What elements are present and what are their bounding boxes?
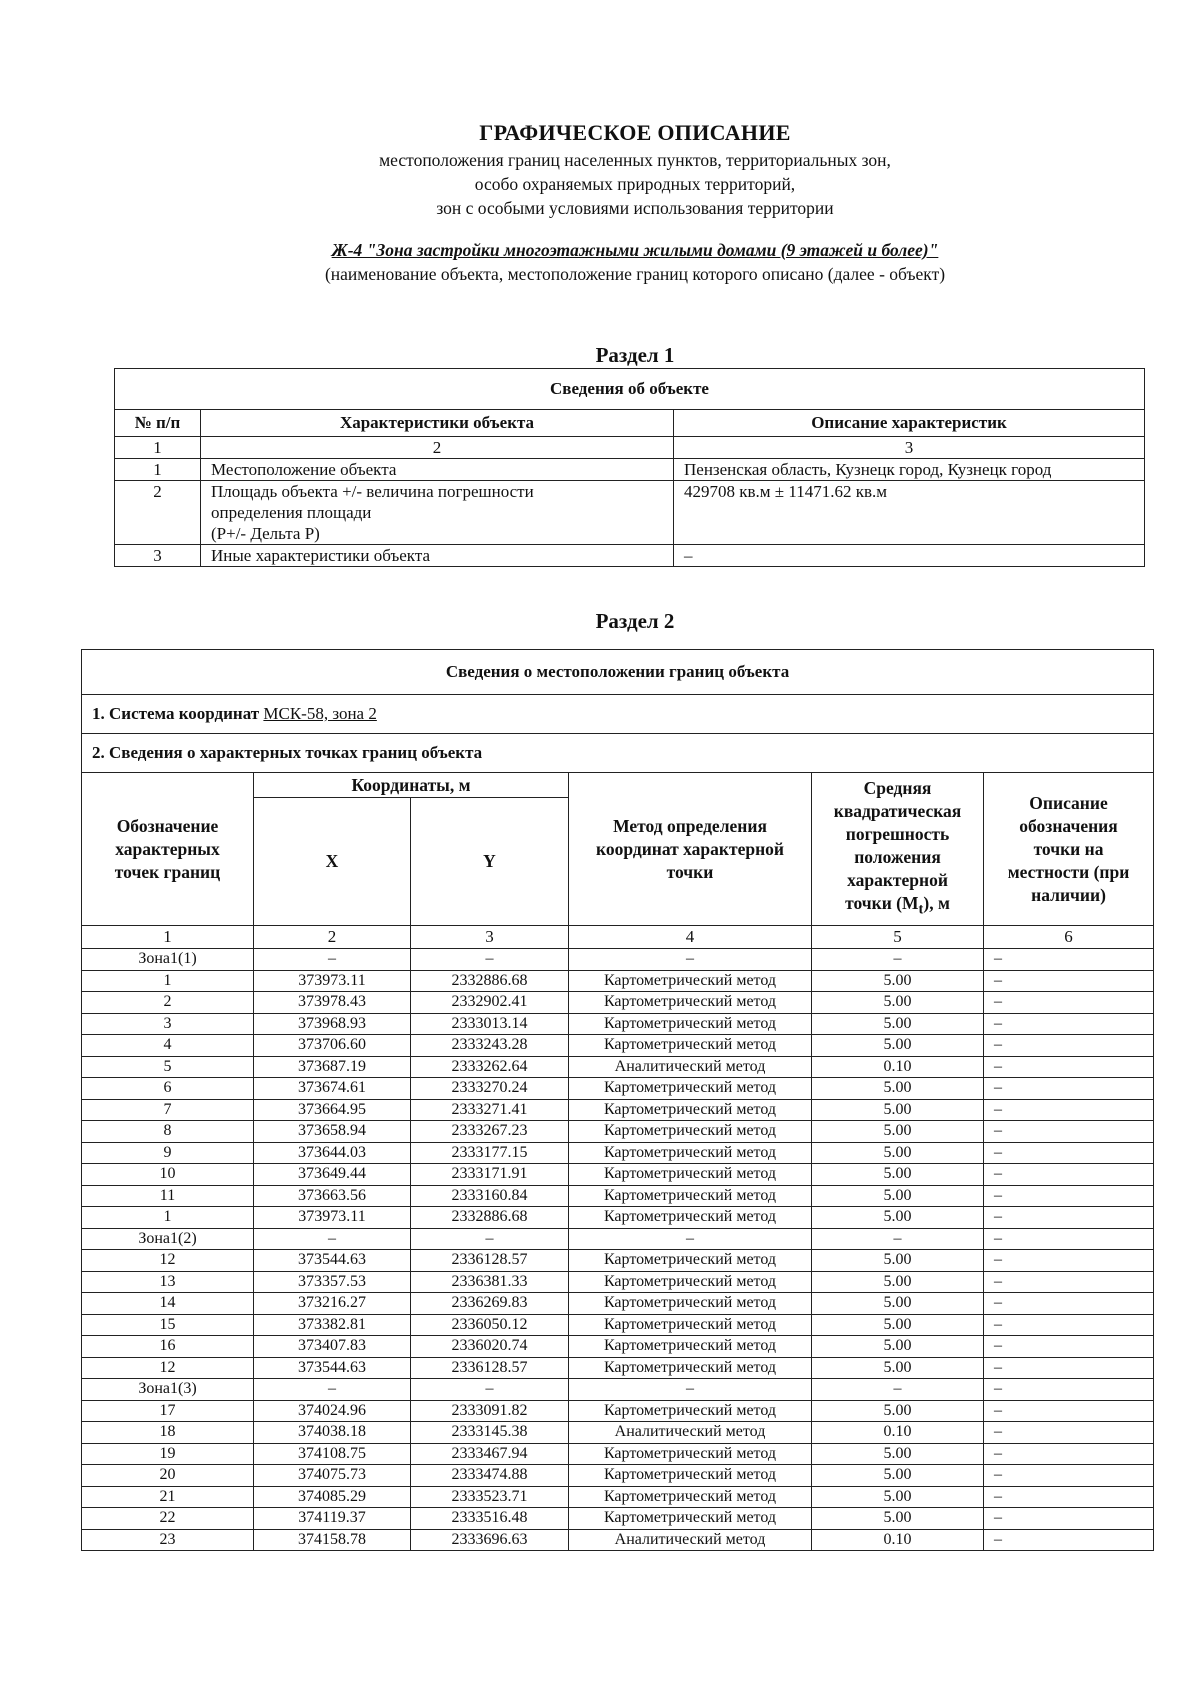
method: Картометрический метод — [569, 1185, 812, 1207]
col-number: 1 — [115, 437, 201, 459]
coord-y: – — [411, 949, 569, 971]
col-number: 2 — [254, 926, 411, 949]
header-line: Средняя — [863, 777, 932, 798]
point-description: – — [984, 1293, 1154, 1315]
method: Картометрический метод — [569, 992, 812, 1014]
coord-x: 373664.95 — [254, 1099, 411, 1121]
method: Картометрический метод — [569, 1314, 812, 1336]
mean-error: 5.00 — [812, 1185, 984, 1207]
header-line: Обозначение — [116, 815, 219, 836]
mean-error: 5.00 — [812, 1099, 984, 1121]
table-row — [82, 1379, 1154, 1401]
coord-y: 2333177.15 — [411, 1142, 569, 1164]
coord-y: 2333523.71 — [411, 1486, 569, 1508]
point-description: – — [984, 1164, 1154, 1186]
point-designation: 7 — [82, 1099, 254, 1121]
coord-x: – — [254, 1228, 411, 1250]
point-description: – — [984, 1078, 1154, 1100]
mean-error: 5.00 — [812, 1508, 984, 1530]
method: – — [569, 1379, 812, 1401]
method: Картометрический метод — [569, 1508, 812, 1530]
table-row — [82, 949, 1154, 971]
coord-y: 2333516.48 — [411, 1508, 569, 1530]
table-row — [82, 1099, 1154, 1121]
point-designation: 11 — [82, 1185, 254, 1207]
coord-x: 373216.27 — [254, 1293, 411, 1315]
table-row — [82, 1228, 1154, 1250]
coord-x: 373544.63 — [254, 1250, 411, 1272]
col-number: 4 — [569, 926, 812, 949]
col-header-y: Y — [411, 798, 569, 926]
coord-y: 2333467.94 — [411, 1443, 569, 1465]
coord-y: 2333171.91 — [411, 1164, 569, 1186]
col-number: 2 — [201, 437, 674, 459]
subtitle-line-2: особо охраняемых природных территорий, — [474, 174, 796, 194]
method: Картометрический метод — [569, 1293, 812, 1315]
coord-y: 2333270.24 — [411, 1078, 569, 1100]
mean-error: 5.00 — [812, 1465, 984, 1487]
point-designation: 6 — [82, 1078, 254, 1100]
point-description: – — [984, 1207, 1154, 1229]
coord-x: 373968.93 — [254, 1013, 411, 1035]
point-designation: 17 — [82, 1400, 254, 1422]
characteristic-value: – — [674, 545, 1145, 567]
point-designation: 22 — [82, 1508, 254, 1530]
header-line: точки — [666, 861, 714, 882]
point-description: – — [984, 1336, 1154, 1358]
mean-error: 0.10 — [812, 1422, 984, 1444]
point-description: – — [984, 1121, 1154, 1143]
table-row — [82, 1529, 1154, 1551]
header-text: точки (M — [845, 892, 919, 913]
method: Картометрический метод — [569, 1078, 812, 1100]
object-name: Ж-4 "Зона застройки многоэтажными жилыми домами (9 этажей и более)" — [331, 240, 939, 260]
point-designation: Зона1(2) — [82, 1228, 254, 1250]
points-label: 2. Сведения о характерных точках границ объекта — [82, 734, 1154, 773]
document-title: ГРАФИЧЕСКОЕ ОПИСАНИЕ — [479, 120, 791, 145]
method: Картометрический метод — [569, 1443, 812, 1465]
table-row — [82, 970, 1154, 992]
mean-error: 5.00 — [812, 1357, 984, 1379]
coord-y: 2336128.57 — [411, 1357, 569, 1379]
table-row — [82, 1250, 1154, 1272]
coord-y: 2332886.68 — [411, 970, 569, 992]
method: Картометрический метод — [569, 1400, 812, 1422]
point-description: – — [984, 1250, 1154, 1272]
characteristic-name — [201, 481, 674, 545]
table-row — [82, 1164, 1154, 1186]
object-caption: (наименование объекта, местоположение границ которого описано (далее - объект) — [324, 264, 946, 284]
mean-error: 5.00 — [812, 1336, 984, 1358]
coord-system-label: 1. Система координат — [92, 704, 260, 723]
header-line: Описание — [1029, 792, 1108, 813]
point-description: – — [984, 1228, 1154, 1250]
table-row — [82, 1078, 1154, 1100]
subtitle-line-1: местоположения границ населенных пунктов, территориальных зон, — [379, 150, 891, 170]
coord-y: 2336269.83 — [411, 1293, 569, 1315]
coord-y: – — [411, 1228, 569, 1250]
point-description: – — [984, 1400, 1154, 1422]
method: Картометрический метод — [569, 1121, 812, 1143]
coord-x: 373644.03 — [254, 1142, 411, 1164]
coord-x: 373706.60 — [254, 1035, 411, 1057]
coord-x: 373973.11 — [254, 1207, 411, 1229]
table-row — [82, 1271, 1154, 1293]
col-header-method — [569, 773, 812, 926]
point-description: – — [984, 1056, 1154, 1078]
method: – — [569, 1228, 812, 1250]
coord-x: 374075.73 — [254, 1465, 411, 1487]
mean-error: 0.10 — [812, 1056, 984, 1078]
point-description: – — [984, 1314, 1154, 1336]
method: Аналитический метод — [569, 1529, 812, 1551]
table-row — [82, 1121, 1154, 1143]
coord-system-value: МСК-58, зона 2 — [263, 704, 377, 723]
coord-y: 2336020.74 — [411, 1336, 569, 1358]
coord-x: 373649.44 — [254, 1164, 411, 1186]
mean-error: 5.00 — [812, 970, 984, 992]
boundary-points-table — [81, 649, 1154, 1551]
method: Картометрический метод — [569, 1207, 812, 1229]
header-line: наличии) — [1031, 884, 1106, 905]
coord-x: 373973.11 — [254, 970, 411, 992]
mean-error: 5.00 — [812, 1314, 984, 1336]
mean-error: 5.00 — [812, 1142, 984, 1164]
header-text: ), м — [923, 892, 950, 913]
coord-y: 2333267.23 — [411, 1121, 569, 1143]
coord-y: 2333243.28 — [411, 1035, 569, 1057]
table-row — [82, 1013, 1154, 1035]
table-row — [115, 481, 1145, 545]
header-line: обозначения — [1019, 815, 1118, 836]
table-row — [82, 1400, 1154, 1422]
method: Картометрический метод — [569, 1142, 812, 1164]
table-row — [115, 545, 1145, 567]
characteristic-name: Иные характеристики объекта — [201, 545, 674, 567]
table-row — [82, 1357, 1154, 1379]
points-body — [82, 949, 1154, 1551]
row-number: 2 — [115, 481, 201, 545]
point-designation: 3 — [82, 1013, 254, 1035]
point-designation: 23 — [82, 1529, 254, 1551]
coord-x: 373978.43 — [254, 992, 411, 1014]
point-description: – — [984, 1422, 1154, 1444]
coord-y: 2333160.84 — [411, 1185, 569, 1207]
method: Картометрический метод — [569, 1336, 812, 1358]
coord-x: 374119.37 — [254, 1508, 411, 1530]
coord-x: 373357.53 — [254, 1271, 411, 1293]
header-line: характерной — [847, 869, 948, 890]
coord-x: 373544.63 — [254, 1357, 411, 1379]
point-designation: Зона1(3) — [82, 1379, 254, 1401]
subtitle-line-3: зон с особыми условиями использования территории — [436, 198, 834, 218]
method: Картометрический метод — [569, 1271, 812, 1293]
col-header-num: № п/п — [115, 410, 201, 437]
point-description: – — [984, 1465, 1154, 1487]
point-description: – — [984, 1443, 1154, 1465]
col-header-coords: Координаты, м — [254, 773, 569, 798]
col-number: 1 — [82, 926, 254, 949]
coord-y: 2333091.82 — [411, 1400, 569, 1422]
method: Картометрический метод — [569, 1357, 812, 1379]
coord-y: 2333696.63 — [411, 1529, 569, 1551]
table-row — [82, 1336, 1154, 1358]
col-number: 3 — [674, 437, 1145, 459]
coord-x: 374108.75 — [254, 1443, 411, 1465]
header-line: характерных — [115, 838, 220, 859]
point-description: – — [984, 1142, 1154, 1164]
col-number: 5 — [812, 926, 984, 949]
method: – — [569, 949, 812, 971]
coord-y: 2333013.14 — [411, 1013, 569, 1035]
characteristic-value: 429708 кв.м ± 11471.62 кв.м — [674, 481, 1145, 545]
characteristic-name-line: определения площади — [211, 503, 372, 522]
table-row — [82, 1443, 1154, 1465]
table-row — [82, 1185, 1154, 1207]
mean-error: – — [812, 1228, 984, 1250]
point-designation: 19 — [82, 1443, 254, 1465]
coord-x: 374024.96 — [254, 1400, 411, 1422]
coord-x: 374085.29 — [254, 1486, 411, 1508]
column-numbers-row — [82, 926, 1154, 949]
point-designation: 18 — [82, 1422, 254, 1444]
method: Аналитический метод — [569, 1056, 812, 1078]
table-row — [82, 1035, 1154, 1057]
mean-error: 5.00 — [812, 1486, 984, 1508]
mean-error: 5.00 — [812, 1400, 984, 1422]
point-description: – — [984, 1508, 1154, 1530]
row-number: 3 — [115, 545, 201, 567]
header-line: положения — [854, 846, 941, 867]
col-header-designation — [82, 773, 254, 926]
header-line: точек границ — [114, 861, 221, 882]
coord-y: 2332902.41 — [411, 992, 569, 1014]
mean-error: – — [812, 1379, 984, 1401]
point-description: – — [984, 1271, 1154, 1293]
table-row — [82, 1486, 1154, 1508]
col-header-x: X — [254, 798, 411, 926]
point-designation: 14 — [82, 1293, 254, 1315]
coord-y: 2332886.68 — [411, 1207, 569, 1229]
mean-error: 5.00 — [812, 1293, 984, 1315]
method: Картометрический метод — [569, 1465, 812, 1487]
point-designation: 9 — [82, 1142, 254, 1164]
coord-x: 373407.83 — [254, 1336, 411, 1358]
point-description: – — [984, 1357, 1154, 1379]
header-line: местности (при — [1007, 861, 1130, 882]
mean-error: 5.00 — [812, 1121, 984, 1143]
coord-x: 374038.18 — [254, 1422, 411, 1444]
section1-heading: Раздел 1 — [595, 343, 675, 367]
table-row — [82, 1314, 1154, 1336]
coord-x: 374158.78 — [254, 1529, 411, 1551]
header-subscript: t — [918, 901, 924, 918]
section2-heading: Раздел 2 — [595, 609, 675, 633]
coord-y: 2333271.41 — [411, 1099, 569, 1121]
method: Картометрический метод — [569, 970, 812, 992]
point-description: – — [984, 1013, 1154, 1035]
coord-y: 2336381.33 — [411, 1271, 569, 1293]
table-row — [82, 1422, 1154, 1444]
mean-error: 5.00 — [812, 1013, 984, 1035]
table-row — [82, 1056, 1154, 1078]
coord-y: 2336050.12 — [411, 1314, 569, 1336]
point-description: – — [984, 992, 1154, 1014]
method: Картометрический метод — [569, 1013, 812, 1035]
point-description: – — [984, 1035, 1154, 1057]
mean-error: 5.00 — [812, 1078, 984, 1100]
coord-y: 2333145.38 — [411, 1422, 569, 1444]
coord-x: 373674.61 — [254, 1078, 411, 1100]
point-description: – — [984, 1099, 1154, 1121]
mean-error: 5.00 — [812, 1164, 984, 1186]
point-designation: 13 — [82, 1271, 254, 1293]
coord-x: 373687.19 — [254, 1056, 411, 1078]
point-designation: 2 — [82, 992, 254, 1014]
point-designation: 21 — [82, 1486, 254, 1508]
point-description: – — [984, 1486, 1154, 1508]
point-designation: 16 — [82, 1336, 254, 1358]
coord-x: 373658.94 — [254, 1121, 411, 1143]
point-designation: 4 — [82, 1035, 254, 1057]
table-row — [82, 1508, 1154, 1530]
col-number: 6 — [984, 926, 1154, 949]
method: Картометрический метод — [569, 1486, 812, 1508]
table-row — [82, 1207, 1154, 1229]
coord-y: 2333474.88 — [411, 1465, 569, 1487]
header-line: координат характерной — [596, 838, 784, 859]
point-description: – — [984, 1379, 1154, 1401]
table-row — [115, 459, 1145, 481]
coord-y: – — [411, 1379, 569, 1401]
characteristic-name-line: (P+/- Дельта P) — [211, 524, 320, 543]
coord-system-row — [82, 695, 1154, 734]
method: Аналитический метод — [569, 1422, 812, 1444]
method: Картометрический метод — [569, 1099, 812, 1121]
point-designation: 15 — [82, 1314, 254, 1336]
col-header-point-description — [984, 773, 1154, 926]
header-line: точки на — [1033, 838, 1104, 859]
col-header-characteristics: Характеристики объекта — [201, 410, 674, 437]
object-info-table — [114, 368, 1145, 567]
mean-error: 5.00 — [812, 1035, 984, 1057]
mean-error: 5.00 — [812, 1443, 984, 1465]
point-designation: 12 — [82, 1357, 254, 1379]
mean-error: 5.00 — [812, 1207, 984, 1229]
header-line: Метод определения — [613, 815, 767, 836]
point-description: – — [984, 949, 1154, 971]
method: Картометрический метод — [569, 1164, 812, 1186]
method: Картометрический метод — [569, 1035, 812, 1057]
mean-error: 0.10 — [812, 1529, 984, 1551]
mean-error: 5.00 — [812, 1271, 984, 1293]
table-row — [82, 992, 1154, 1014]
table-row — [82, 1465, 1154, 1487]
point-designation: 5 — [82, 1056, 254, 1078]
col-header-error — [812, 773, 984, 926]
coord-x: – — [254, 1379, 411, 1401]
point-designation: 12 — [82, 1250, 254, 1272]
coord-y: 2336128.57 — [411, 1250, 569, 1272]
table-row — [82, 1142, 1154, 1164]
method: Картометрический метод — [569, 1250, 812, 1272]
row-number: 1 — [115, 459, 201, 481]
header-line: квадратическая — [833, 800, 962, 821]
header-line: погрешность — [845, 823, 950, 844]
mean-error: 5.00 — [812, 1250, 984, 1272]
section1-caption: Сведения об объекте — [115, 369, 1145, 410]
col-number: 3 — [411, 926, 569, 949]
section2-caption: Сведения о местоположении границ объекта — [82, 650, 1154, 695]
col-header-description: Описание характеристик — [674, 410, 1145, 437]
characteristic-value: Пензенская область, Кузнецк город, Кузнецк город — [674, 459, 1145, 481]
characteristic-name-line: Площадь объекта +/- величина погрешности — [211, 482, 534, 501]
point-designation: 20 — [82, 1465, 254, 1487]
table-row — [82, 1293, 1154, 1315]
point-description: – — [984, 1529, 1154, 1551]
mean-error: 5.00 — [812, 992, 984, 1014]
mean-error: – — [812, 949, 984, 971]
coord-x: 373663.56 — [254, 1185, 411, 1207]
coord-y: 2333262.64 — [411, 1056, 569, 1078]
coord-x: – — [254, 949, 411, 971]
point-designation: 10 — [82, 1164, 254, 1186]
point-designation: 1 — [82, 970, 254, 992]
point-description: – — [984, 1185, 1154, 1207]
point-description: – — [984, 970, 1154, 992]
coord-x: 373382.81 — [254, 1314, 411, 1336]
point-designation: 1 — [82, 1207, 254, 1229]
characteristic-name: Местоположение объекта — [201, 459, 674, 481]
header-line — [812, 892, 983, 922]
point-designation: Зона1(1) — [82, 949, 254, 971]
point-designation: 8 — [82, 1121, 254, 1143]
